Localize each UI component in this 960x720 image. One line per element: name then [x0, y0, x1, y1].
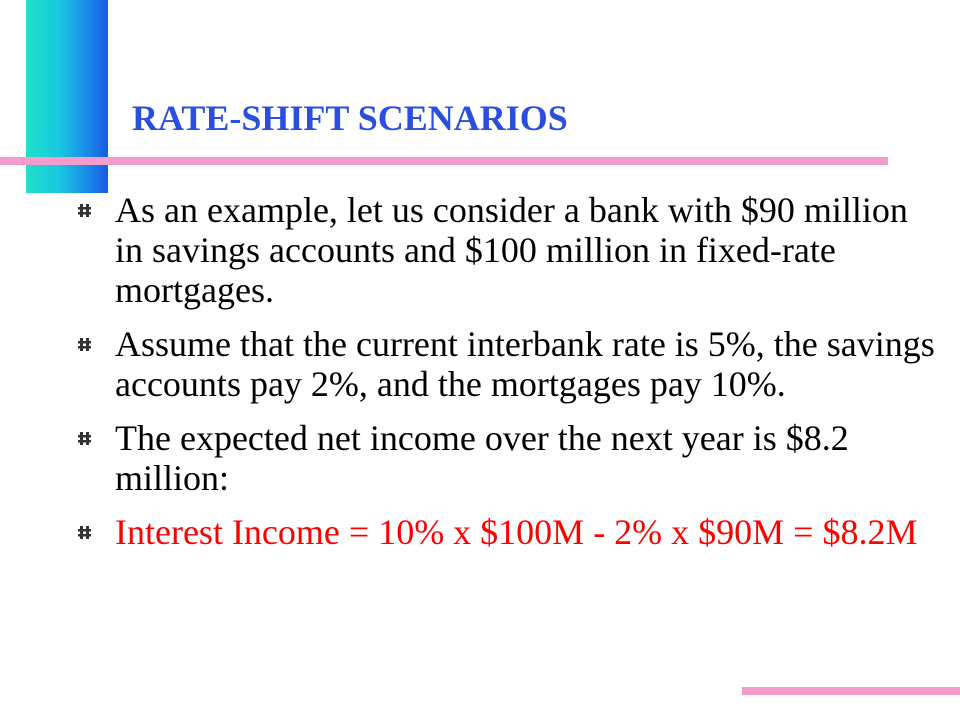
bullet-text: Assume that the current interbank rate is 5%, the savings accounts pay 2%, and the mortgages pay 10%. [115, 324, 935, 404]
title-underline-rule [0, 157, 888, 165]
bullet-item [78, 324, 938, 404]
bullet-text: The expected net income over the next year is $8.2 million: [115, 418, 849, 498]
bullet-item [78, 418, 938, 498]
slide-title: RATE-SHIFT SCENARIOS [132, 98, 568, 138]
hash-bullet-icon [78, 432, 91, 445]
footer-rule [742, 687, 960, 695]
bullet-item-formula [78, 512, 938, 552]
formula-text: Interest Income = 10% x $100M - 2% x $90M = $8.2M [115, 512, 918, 552]
bullet-item [78, 190, 938, 310]
bullet-text: As an example, let us consider a bank with $90 million in savings accounts and $100 million in fixed-rate mortgages. [115, 190, 908, 310]
hash-bullet-icon [78, 526, 91, 539]
bullet-list [78, 190, 938, 552]
hash-bullet-icon [78, 204, 91, 217]
hash-bullet-icon [78, 338, 91, 351]
